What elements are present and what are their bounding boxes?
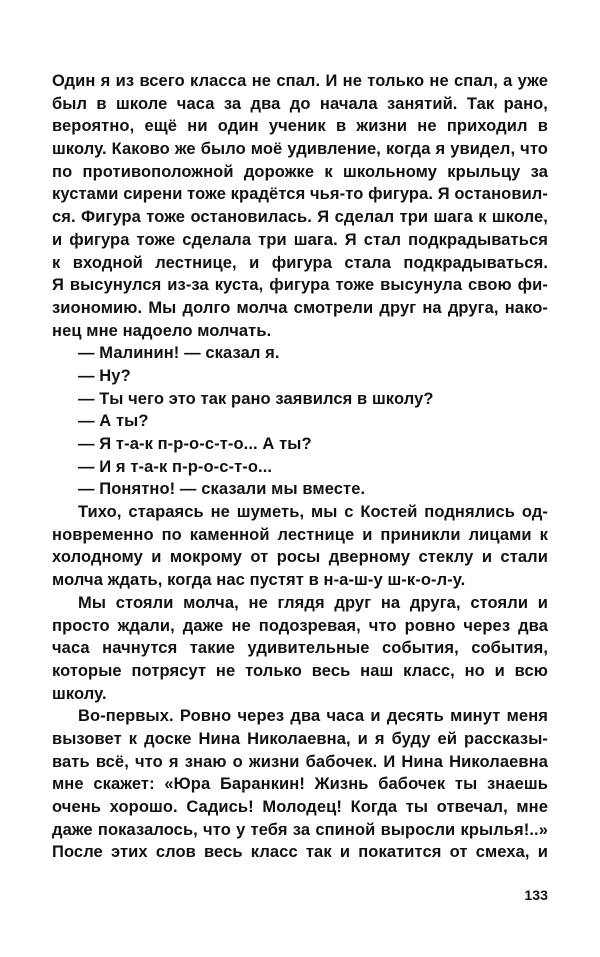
text-line: кустами сирени тоже крадётся чья-то фигура. Я остановил- bbox=[52, 185, 548, 204]
text-line: Во-первых. Ровно через два часа и десять минут меня bbox=[78, 707, 548, 726]
text-line: ся. Фигура тоже остановилась. Я сделал три шага к школе, bbox=[52, 208, 548, 227]
text-line: просто ждали, даже не подозревая, что ровно через два bbox=[52, 616, 548, 635]
text-line: даже показалось, что у тебя за спиной выросли крылья!..» bbox=[52, 820, 548, 839]
text-line: очень хорошо. Садись! Молодец! Когда ты отвечал, мне bbox=[52, 798, 548, 816]
dialogue-line: — Ну? bbox=[78, 366, 131, 385]
body-text bbox=[52, 70, 548, 864]
dialogue-line: — А ты? bbox=[78, 412, 149, 431]
text-line: зиономию. Мы долго молча смотрели друг на друга, нако- bbox=[52, 298, 548, 317]
text-line: После этих слов весь класс так и покатится от смеха, и bbox=[52, 843, 548, 862]
text-line: нец мне надоело молчать. bbox=[52, 321, 272, 340]
dialogue-line: — Я т-а-к п-р-о-с-т-о... А ты? bbox=[78, 435, 312, 453]
text-line: Один я из всего класса не спал. И не только не спал, а уже bbox=[52, 72, 548, 90]
text-line: часа начнутся такие удивительные события, события, bbox=[52, 639, 548, 658]
text-line: школу. Каково же было моё удивление, когда я увидел, что bbox=[52, 140, 548, 159]
dialogue-line: — Ты чего это так рано заявился в школу? bbox=[78, 389, 434, 408]
text-line: Мы стояли молча, не глядя друг на друга, стояли и bbox=[78, 593, 548, 612]
dialogue-line: — Малинин! — сказал я. bbox=[78, 344, 280, 363]
text-line: по противоположной дорожке к школьному крыльцу за bbox=[52, 162, 548, 181]
text-line: мне скажет: «Юра Баранкин! Жизнь бабочек ты знаешь bbox=[52, 775, 548, 794]
text-line: к входной лестнице, и фигура стала подкрадываться. bbox=[52, 253, 548, 272]
text-line: новременно по каменной лестнице и приникли лицами к bbox=[52, 525, 548, 544]
text-line: молча ждать, когда нас пустят в н-а-ш-у ш-к-о-л-у. bbox=[52, 571, 466, 590]
text-line: и фигура тоже сделала три шага. Я стал подкрадываться bbox=[52, 230, 548, 249]
page-number: 133 bbox=[524, 887, 548, 903]
text-line: школу. bbox=[52, 684, 107, 703]
dialogue-line: — И я т-а-к п-р-о-с-т-о... bbox=[78, 457, 273, 476]
text-line: вать всё, что я знаю о жизни бабочек. И Нина Николаевна bbox=[52, 752, 548, 771]
dialogue-line: — Понятно! — сказали мы вместе. bbox=[78, 480, 366, 499]
text-line: вероятно, ещё ни один ученик в жизни не приходил в bbox=[52, 117, 548, 136]
text-line: Я высунулся из-за куста, фигура тоже высунула свою фи- bbox=[52, 276, 548, 295]
text-line: Тихо, стараясь не шуметь, мы с Костей поднялись од- bbox=[78, 503, 548, 522]
text-line: вызовет к доске Нина Николаевна, и я буду ей рассказы- bbox=[52, 729, 548, 748]
text-line: был в школе часа за два до начала занятий. Так рано, bbox=[52, 94, 548, 113]
text-line: которые потрясут не только весь наш класс, но и всю bbox=[52, 661, 548, 680]
text-line: холодному и мокрому от росы дверному стеклу и стали bbox=[52, 548, 548, 567]
